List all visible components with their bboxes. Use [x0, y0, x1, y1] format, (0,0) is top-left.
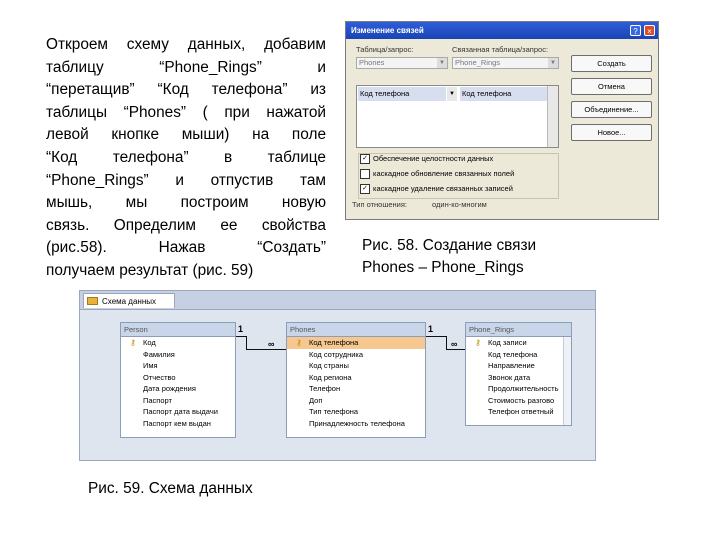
field-item[interactable]: Фамилия: [143, 349, 175, 359]
relation-many-marker: ∞: [451, 339, 458, 349]
caption-line: Рис. 58. Создание связи: [362, 237, 537, 254]
field-item[interactable]: Код страны: [309, 361, 349, 370]
field-item[interactable]: Принадлежность телефона: [309, 418, 405, 428]
checkbox-box: ✓: [360, 154, 370, 164]
new-button[interactable]: Новое...: [571, 124, 652, 141]
paragraph-line: “Phone_Rings” и отпустив там: [46, 171, 326, 189]
join-button[interactable]: Объединение...: [571, 101, 652, 118]
field-item[interactable]: Имя: [143, 361, 158, 370]
paragraph-line: связь. Определим ее свойства: [46, 216, 326, 234]
relation-line: [446, 349, 465, 350]
table-header: Phones: [287, 323, 425, 337]
related-table-label: Связанная таблица/запрос:: [452, 45, 549, 54]
checkbox-box: [360, 169, 370, 179]
figure-59-caption: Рис. 59. Схема данных: [88, 480, 253, 497]
chevron-down-icon[interactable]: ▼: [447, 87, 457, 101]
left-field-value: Код телефона: [360, 89, 410, 98]
table-phone-rings[interactable]: [465, 322, 572, 426]
field-item[interactable]: Паспорт: [143, 395, 172, 405]
field-item[interactable]: Звонок дата: [488, 372, 531, 382]
field-item[interactable]: Паспорт кем выдан: [143, 418, 211, 428]
relation-line: [246, 349, 286, 350]
table-header: Phone_Rings: [466, 323, 571, 337]
table-phones[interactable]: [286, 322, 426, 438]
relation-type-value: один-ко-многим: [432, 200, 487, 209]
checkbox-label: каскадное обновление связанных полей: [373, 169, 515, 178]
paragraph-line: получаем результат (рис. 59): [46, 261, 254, 279]
field-item[interactable]: Продолжительность: [488, 384, 559, 393]
explanation-paragraph: [46, 34, 326, 283]
field-mapping-grid: [356, 85, 559, 148]
relation-type-label: Тип отношения:: [352, 200, 408, 209]
field-item[interactable]: Паспорт дата выдачи: [143, 407, 218, 416]
field-item[interactable]: Направление: [488, 361, 535, 370]
relation-one-marker: 1: [428, 324, 434, 334]
integrity-checkbox[interactable]: [360, 153, 493, 165]
data-schema-window: [79, 290, 596, 461]
related-table-select[interactable]: [452, 57, 559, 69]
relation-line: [246, 336, 247, 349]
cancel-button[interactable]: Отмена: [571, 78, 652, 95]
field-item[interactable]: ⚷ Код записи: [466, 337, 571, 349]
field-item[interactable]: Стоимость разгово: [488, 395, 555, 405]
chevron-down-icon: ▼: [437, 58, 447, 68]
cascade-delete-checkbox[interactable]: [360, 183, 513, 195]
paragraph-line: (рис.58). Нажав “Создать”: [46, 239, 326, 257]
table-select-value: Phones: [359, 58, 385, 67]
paragraph-line: мышь, мы построим новую: [46, 194, 326, 212]
table-select[interactable]: [356, 57, 448, 69]
field-item[interactable]: Дата рождения: [143, 384, 196, 393]
tab-data-schema[interactable]: [83, 293, 175, 308]
relation-one-marker: 1: [238, 324, 244, 334]
figure-58-caption: [362, 235, 536, 279]
right-field-cell[interactable]: [460, 87, 548, 101]
field-item[interactable]: Телефон: [309, 384, 341, 393]
cascade-update-checkbox[interactable]: [360, 168, 514, 180]
tab-label: Схема данных: [102, 297, 157, 306]
left-field-cell[interactable]: [358, 87, 446, 101]
relation-line: [426, 336, 446, 337]
field-item[interactable]: Доп: [309, 395, 323, 405]
scrollbar[interactable]: [547, 86, 558, 147]
tab-strip: [80, 291, 595, 310]
table-person[interactable]: [120, 322, 236, 438]
relation-many-marker: ∞: [268, 339, 275, 349]
relation-line: [236, 336, 246, 337]
field-item[interactable]: ⚷ Код: [121, 337, 235, 349]
checkbox-label: каскадное удаление связанных записей: [373, 184, 513, 193]
checkbox-box: ✓: [360, 184, 370, 194]
dialog-title: Изменение связей: [346, 22, 658, 39]
create-button[interactable]: Создать: [571, 55, 652, 72]
paragraph-line: “перетащив” “Код телефона” из: [46, 81, 326, 99]
field-item[interactable]: Тип телефона: [309, 407, 359, 416]
field-item[interactable]: Код сотрудника: [309, 349, 364, 359]
edit-relations-dialog: [345, 21, 659, 220]
table-label: Таблица/запрос:: [356, 45, 414, 54]
paragraph-line: таблицу “Phone_Rings” и: [46, 58, 326, 76]
right-field-value: Код телефона: [462, 89, 512, 98]
field-item[interactable]: Код телефона: [488, 349, 538, 359]
related-table-select-value: Phone_Rings: [455, 58, 501, 67]
field-item[interactable]: Телефон ответный: [488, 407, 554, 416]
table-header: Person: [121, 323, 235, 337]
help-button[interactable]: ?: [630, 25, 641, 36]
caption-line: Phones – Phone_Rings: [362, 259, 524, 276]
paragraph-line: левой кнопке мыши) на поле: [46, 126, 326, 144]
chevron-down-icon: ▼: [548, 58, 558, 68]
checkbox-label: Обеспечение целостности данных: [373, 154, 494, 163]
paragraph-line: таблицы “Phones” ( при нажатой: [46, 103, 326, 121]
schema-icon: [87, 297, 98, 305]
relation-line: [446, 336, 447, 349]
field-item[interactable]: Отчество: [143, 372, 176, 382]
paragraph-line: Откроем схему данных, добавим: [46, 36, 326, 53]
scrollbar[interactable]: [563, 337, 571, 425]
paragraph-line: “Код телефона” в таблице: [46, 148, 326, 166]
close-button[interactable]: ×: [644, 25, 655, 36]
field-item[interactable]: Код региона: [309, 372, 352, 382]
field-item[interactable]: ⚷ Код телефона: [287, 337, 425, 349]
